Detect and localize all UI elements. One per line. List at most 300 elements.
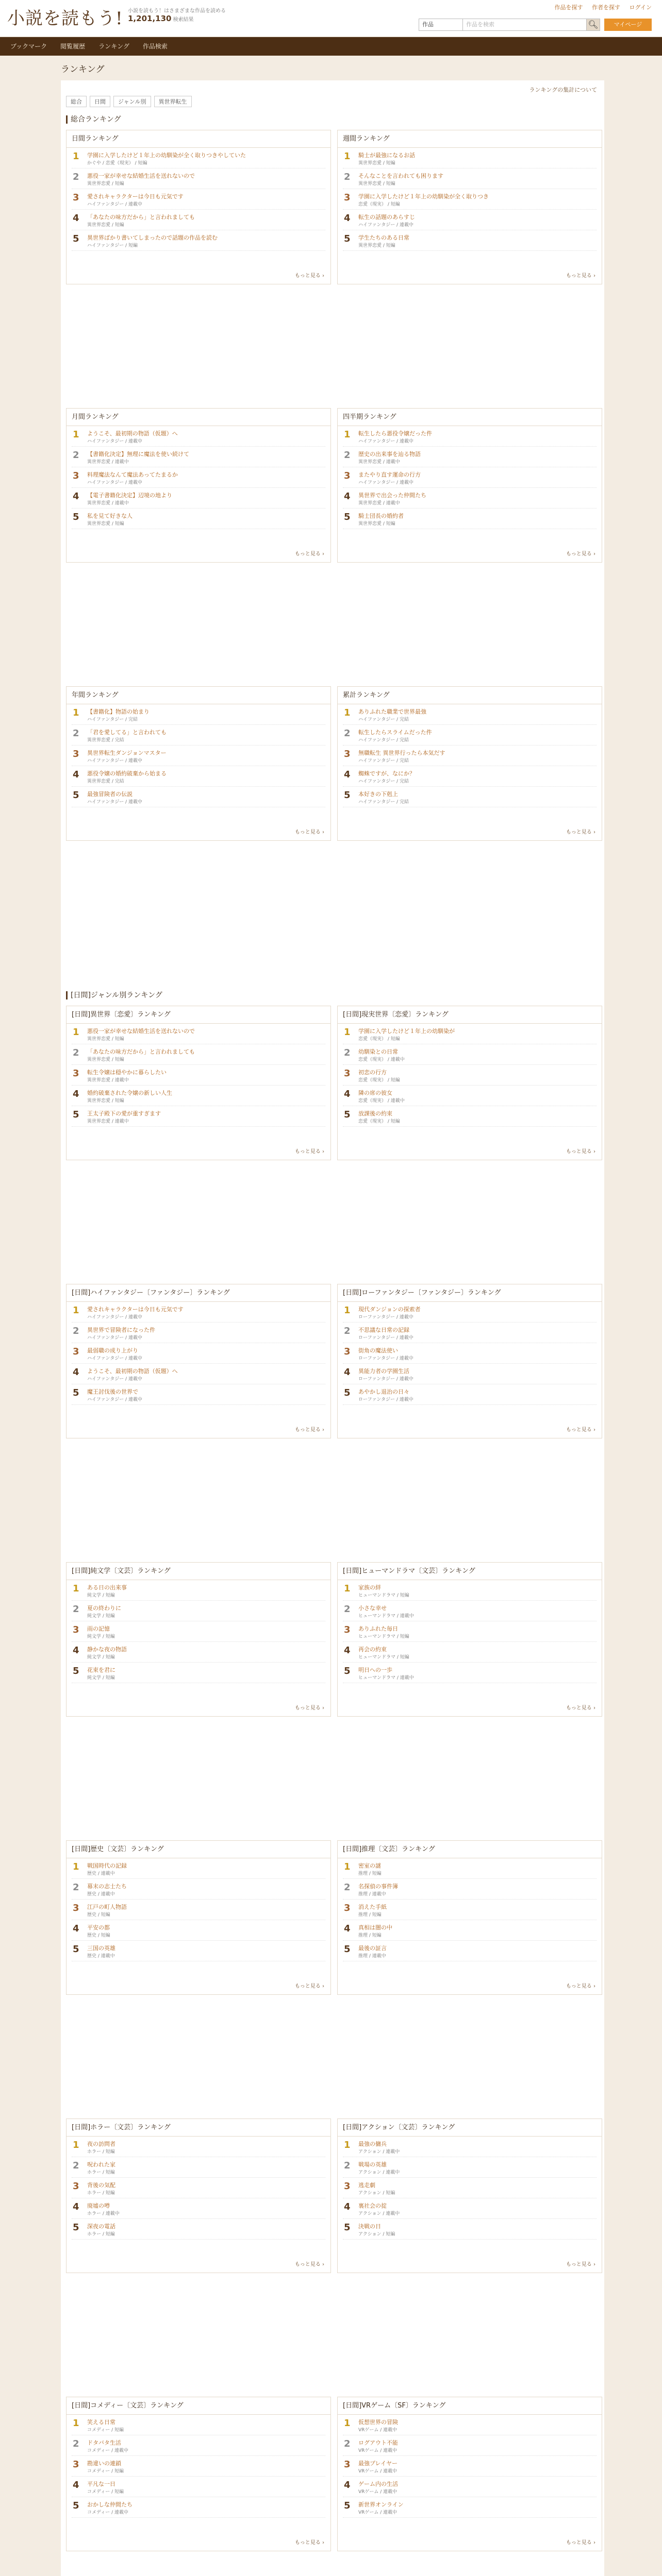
ranking-item[interactable] [343,1024,597,1044]
rank-number: 5 [344,1666,351,1676]
rank-number: 4 [73,2480,79,2490]
ranking-item[interactable] [343,488,597,509]
novel-title-link[interactable]: 戦場の英雄 [358,2161,387,2168]
novel-title-link[interactable]: 逃走劇 [358,2182,375,2189]
ranking-box-title: 年間ランキング [67,687,330,704]
nav-search[interactable]: 作品検索 [142,43,168,50]
ranking-box [337,1562,602,1717]
novel-title-link[interactable]: 静かな夜の物語 [87,1646,127,1653]
ranking-item[interactable] [343,1580,597,1601]
rank-number: 1 [344,429,351,440]
ranking-item[interactable] [343,2415,597,2435]
novel-title-link[interactable]: おかしな仲間たち [87,2501,133,2508]
novel-title-link[interactable]: ありふれた職業で世界最強 [358,708,426,715]
tab-daily[interactable]: 日間 [90,96,110,107]
ranking-card [61,80,604,2576]
ranking-item[interactable] [72,1044,325,1065]
ranking-item[interactable] [343,1384,597,1405]
rank-number: 4 [344,213,351,224]
ranking-box [337,1284,602,1438]
rank-number: 5 [73,2222,79,2233]
ranking-item[interactable] [343,2435,597,2456]
novel-title-link[interactable]: 蜘蛛ですが、なにか？ [358,770,415,777]
more-link[interactable]: もっと見る › [566,1705,595,1711]
novel-title-link[interactable]: ようこそ、最初期の物語（仮題）へ [87,430,178,437]
rank-number: 3 [344,1624,351,1635]
novel-title-link[interactable]: 異世界転生ダンジョンマスター [87,750,167,756]
novel-meta: 異世界恋愛 / 連載中 [87,1119,129,1124]
more-link[interactable]: もっと見る › [566,273,595,279]
novel-meta: ハイファンタジー / 連載中 [87,439,142,444]
novel-title-link[interactable]: 不思議な日常の記録 [358,1327,409,1333]
novel-meta: ハイファンタジー / 完結 [358,779,409,784]
nav-bookmark[interactable]: ブックマーク [10,43,47,50]
novel-title-link[interactable]: 悪役令嬢の婚約破棄から始まる [87,770,167,777]
ranking-item[interactable] [343,1663,597,1683]
novel-title-link[interactable]: 小さな幸せ [358,1605,387,1612]
ranking-item[interactable] [72,148,325,168]
novel-title-link[interactable]: あやかし退治の日々 [358,1388,409,1395]
ranking-box-title: 四半期ランキング [338,409,602,426]
novel-meta: コメディー / 短編 [87,2428,124,2433]
novel-meta: 異世界恋愛 / 短編 [87,521,124,527]
novel-title-link[interactable]: 騎士団長の婚約者 [358,513,404,519]
novel-title-link[interactable]: 異世界で冒険者になった件 [87,1327,155,1333]
novel-title-link[interactable]: 婚約破棄された令嬢の新しい人生 [87,1090,172,1096]
ranking-item[interactable] [72,1580,325,1601]
nav-ranking[interactable]: ランキング [98,43,129,50]
novel-meta: ヒューマンドラマ / 連載中 [358,1614,414,1619]
novel-title-link[interactable]: 転生の話題のあらすじ [358,214,415,221]
novel-title-link[interactable]: 【書籍化】物語の始まり [87,708,150,715]
novel-title-link[interactable]: 最強プレイヤー [358,2460,398,2467]
rank-number: 1 [344,2140,351,2150]
rank-number: 5 [344,790,351,801]
novel-meta: アクション / 連載中 [358,2211,400,2216]
rank-number: 3 [73,2459,79,2470]
novel-meta: ローファンタジー / 連載中 [358,1356,413,1361]
ranking-box [66,1562,331,1717]
ranking-item[interactable] [343,787,597,807]
ranking-item[interactable] [343,745,597,766]
ranking-item[interactable] [72,1323,325,1343]
ranking-item[interactable] [343,766,597,787]
rank-number: 3 [73,1624,79,1635]
ranking-item[interactable] [72,725,325,745]
rank-number: 1 [344,1305,351,1316]
ranking-item[interactable] [343,148,597,168]
novel-meta: 異世界恋愛 / 短編 [358,181,395,187]
novel-title-link[interactable]: 新世界オンライン [358,2501,404,2508]
ranking-item[interactable] [72,1106,325,1127]
ranking-item[interactable] [343,1621,597,1642]
more-link[interactable]: もっと見る › [566,1427,595,1433]
ranking-item[interactable] [72,230,325,251]
ranking-item[interactable] [72,447,325,467]
novel-title-link[interactable]: 最後の証言 [358,1945,387,1952]
rank-number: 1 [73,1027,79,1038]
novel-title-link[interactable]: 騎士が最強になるお話 [358,152,415,159]
rank-number: 3 [73,470,79,481]
novel-title-link[interactable]: 雨の記憶 [87,1625,110,1632]
ranking-item[interactable] [343,1106,597,1127]
search-input[interactable]: 作品を検索 [463,19,587,31]
novel-title-link[interactable]: 転生令嬢は穏やかに暮らしたい [87,1069,167,1076]
ranking-item[interactable] [343,509,597,529]
ranking-item[interactable] [72,210,325,230]
novel-title-link[interactable]: 【電子書籍化決定】辺境の地より [87,492,172,499]
ranking-item[interactable] [343,2137,597,2157]
novel-title-link[interactable]: 「あなたの味方だから」と言われましても [87,1048,195,1055]
ranking-item[interactable] [72,2137,325,2157]
novel-meta: ハイファンタジー / 連載中 [87,480,142,485]
login-link[interactable]: ログイン [629,4,652,11]
ranking-item[interactable] [343,704,597,725]
more-link[interactable]: もっと見る › [566,1984,595,1989]
novel-title-link[interactable]: ようこそ、最初期の物語（仮題）へ [87,1368,178,1375]
ranking-item[interactable] [343,1879,597,1900]
novel-title-link[interactable]: 平安の都 [87,1924,110,1931]
ranking-item[interactable] [343,1044,597,1065]
ranking-item[interactable] [343,1302,597,1323]
novel-title-link[interactable]: 最強の傭兵 [358,2141,387,2147]
rank-number: 1 [73,1861,79,1872]
ranking-item[interactable] [72,1302,325,1323]
ranking-item[interactable] [343,2157,597,2178]
ranking-item[interactable] [72,1900,325,1920]
ranking-item[interactable] [343,2219,597,2240]
novel-title-link[interactable]: 明日への一歩 [358,1667,392,1673]
novel-title-link[interactable]: ゲーム内の生活 [358,2481,398,2487]
novel-title-link[interactable]: 深夜の電話 [87,2223,115,2230]
rank-number: 5 [73,1666,79,1676]
novel-title-link[interactable]: 「君を愛してる」と言われても [87,729,167,736]
rank-number: 3 [344,2459,351,2470]
header-link[interactable]: 作品を探す [554,4,583,11]
novel-title-link[interactable]: 廃墟の噂 [87,2202,110,2209]
rank-number: 1 [73,1305,79,1316]
novel-title-link[interactable]: またやり直す運命の行方 [358,471,421,478]
novel-title-link[interactable]: 最弱職の成り上がり [87,1347,138,1354]
rank-number: 4 [73,491,79,502]
ranking-item[interactable] [343,2178,597,2198]
ranking-box-title: [日間]現実世界〔恋愛〕ランキング [338,1006,602,1024]
novel-meta: コメディー / 短編 [87,2489,124,2495]
novel-title-link[interactable]: 魔王討伐後の世界で [87,1388,138,1395]
rank-number: 5 [73,2500,79,2511]
novel-title-link[interactable]: 三国の英雄 [87,1945,115,1952]
rank-number: 2 [344,1604,351,1615]
ranking-box-title: 日間ランキング [67,130,330,148]
rank-number: 1 [73,429,79,440]
ranking-item[interactable] [343,1343,597,1364]
more-link[interactable]: もっと見る › [294,1427,324,1433]
novel-meta: アクション / 連載中 [358,2149,400,2155]
ranking-item[interactable] [72,1642,325,1663]
novel-title-link[interactable]: 決戦の日 [358,2223,381,2230]
novel-title-link[interactable]: 無職転生 異世界行ったら本気だす [358,750,445,756]
novel-title-link[interactable]: 呪われた家 [87,2161,115,2168]
ranking-item[interactable] [343,1858,597,1879]
tab-overall[interactable]: 総合 [66,96,87,107]
novel-title-link[interactable]: 学園に入学したけど１年上の幼馴染が全く取りつき [358,193,489,200]
novel-meta: 推理 / 短編 [358,1933,382,1938]
ranking-item[interactable] [72,1384,325,1405]
novel-title-link[interactable]: 転生したらスライムだった件 [358,729,432,736]
novel-title-link[interactable]: 学生たちのある日常 [358,234,409,241]
ranking-item[interactable] [72,1601,325,1621]
ranking-item[interactable] [72,1920,325,1941]
novel-title-link[interactable]: 現代ダンジョンの探索者 [358,1306,421,1313]
rank-number: 4 [344,491,351,502]
novel-title-link[interactable]: 戦国時代の記録 [87,1862,127,1869]
novel-title-link[interactable]: 放課後の約束 [358,1110,392,1117]
novel-title-link[interactable]: 密室の謎 [358,1862,381,1869]
ranking-item[interactable] [343,2456,597,2477]
rank-number: 3 [344,2181,351,2192]
rank-number: 2 [73,172,79,182]
ranking-item[interactable] [343,467,597,488]
more-link[interactable]: もっと見る › [566,829,595,835]
novel-meta: 純文学 / 短編 [87,1593,115,1598]
ranking-item[interactable] [72,168,325,189]
novel-title-link[interactable]: 王太子殿下の愛が重すぎます [87,1110,161,1117]
rank-number: 4 [73,1923,79,1934]
novel-title-link[interactable]: 夜の訪問者 [87,2141,115,2147]
novel-meta: ヒューマンドラマ / 短編 [358,1634,409,1639]
novel-title-link[interactable]: 私を見て好きな人 [87,513,133,519]
novel-title-link[interactable]: 真相は闇の中 [358,1924,392,1931]
ranking-item[interactable] [72,2477,325,2497]
ranking-box [337,408,602,563]
novel-title-link[interactable]: 平凡な一日 [87,2481,115,2487]
site-logo[interactable] [7,4,123,29]
more-link[interactable]: もっと見る › [566,2540,595,2546]
novel-title-link[interactable]: 悪役一家が幸せな結婚生活を送れないので [87,173,195,179]
ranking-item[interactable] [343,2477,597,2497]
ranking-item[interactable] [72,1663,325,1683]
novel-title-link[interactable]: 異能力者の学園生活 [358,1368,409,1375]
novel-title-link[interactable]: 幼馴染との日常 [358,1048,398,1055]
ranking-item[interactable] [343,168,597,189]
ranking-item[interactable] [343,2497,597,2518]
rank-number: 3 [344,192,351,203]
ranking-item[interactable] [343,725,597,745]
ranking-item[interactable] [72,1941,325,1961]
novel-title-link[interactable]: 異世界で出会った仲間たち [358,492,426,499]
novel-title-link[interactable]: そんなことを言われても困ります [358,173,443,179]
novel-title-link[interactable]: 裏社会の掟 [358,2202,387,2209]
novel-title-link[interactable]: 笑える日常 [87,2419,115,2426]
rank-number: 2 [344,2438,351,2449]
rank-number: 5 [344,2222,351,2233]
ranking-item[interactable] [343,230,597,251]
rank-number: 5 [344,233,351,244]
logo-text: 小説を読もう! [7,8,123,29]
ranking-box-title: [日間]ローファンタジー〔ファンタジー〕ランキング [338,1284,602,1302]
ranking-item[interactable] [343,426,597,447]
novel-meta: ハイファンタジー / 連載中 [358,480,413,485]
ranking-item[interactable] [343,447,597,467]
more-link[interactable]: もっと見る › [294,829,324,835]
novel-title-link[interactable]: 異世界ばかり書いてしまったので話題の作品を読む [87,234,218,241]
ranking-item[interactable] [343,1086,597,1106]
novel-title-link[interactable]: ドタバタ生活 [87,2439,121,2446]
rank-number: 2 [73,2160,79,2171]
tab-genre[interactable]: ジャンル別 [113,96,151,107]
novel-title-link[interactable]: 【書籍化決定】無理に魔法を使い続けて [87,451,189,457]
novel-title-link[interactable]: 学園に入学したけど１年上の幼馴染が全く取りつきやしていた [87,152,246,159]
ranking-item[interactable] [343,1920,597,1941]
novel-title-link[interactable]: 「あなたの味方だから」と言われましても [87,214,195,221]
ranking-item[interactable] [343,1642,597,1663]
novel-title-link[interactable]: 転生したら悪役令嬢だった件 [358,430,432,437]
ranking-box-title: [日間]推理〔文芸〕ランキング [338,1841,602,1858]
nav-bar [0,37,662,56]
novel-title-link[interactable]: 隣の席の彼女 [358,1090,392,1096]
ranking-item[interactable] [72,2435,325,2456]
novel-title-link[interactable]: 最強冒険者の伝説 [87,791,133,798]
rank-number: 2 [73,1326,79,1336]
ranking-item[interactable] [72,1065,325,1086]
novel-meta: 恋愛（現実） / 連載中 [358,1057,405,1062]
rank-number: 2 [344,1047,351,1058]
ranking-item[interactable] [343,2198,597,2219]
ranking-item[interactable] [72,2415,325,2435]
novel-title-link[interactable]: 夏の終わりに [87,1605,121,1612]
novel-title-link[interactable]: 歴史の出来事を辿る物語 [358,451,421,457]
novel-title-link[interactable]: 名探偵の事件簿 [358,1883,398,1890]
novel-title-link[interactable]: ログアウト不能 [358,2439,398,2446]
ranking-item[interactable] [343,210,597,230]
search-button[interactable] [587,19,600,31]
ranking-item[interactable] [72,1086,325,1106]
novel-title-link[interactable]: 悪役一家が幸せな結婚生活を送れないので [87,1028,195,1035]
rank-number: 3 [344,1068,351,1079]
header-link[interactable]: 作者を探す [592,4,621,11]
novel-title-link[interactable]: ありふれた毎日 [358,1625,398,1632]
ranking-item[interactable] [343,1900,597,1920]
rank-number: 1 [73,1583,79,1594]
ranking-item[interactable] [343,1065,597,1086]
novel-title-link[interactable]: 街角の魔法使い [358,1347,398,1354]
ranking-item[interactable] [72,2456,325,2477]
ranking-item[interactable] [72,1024,325,1044]
ranking-item[interactable] [72,2219,325,2240]
novel-title-link[interactable]: 愛されキャラクターは今日も元気です [87,1306,184,1313]
novel-meta: ヒューマンドラマ / 短編 [358,1655,409,1660]
more-link[interactable]: もっと見る › [294,2540,324,2546]
more-link[interactable]: もっと見る › [294,1984,324,1989]
novel-meta: ヒューマンドラマ / 連載中 [358,1675,414,1681]
tab-isekai[interactable]: 異世界転生 [154,96,192,107]
ranking-item[interactable] [72,2198,325,2219]
rank-number: 4 [73,1367,79,1378]
rank-number: 2 [344,450,351,461]
novel-title-link[interactable]: 本好きの下剋上 [358,791,398,798]
search-type-select[interactable]: 作品 [419,19,463,31]
ranking-item[interactable] [343,1601,597,1621]
ranking-box [66,130,331,284]
novel-meta: ホラー / 短編 [87,2232,115,2237]
novel-title-link[interactable]: 再会の約束 [358,1646,387,1653]
ranking-box-title: [日間]ヒューマンドラマ〔文芸〕ランキング [338,1563,602,1580]
more-link[interactable]: もっと見る › [294,1705,324,1711]
ranking-item[interactable] [72,509,325,529]
ranking-box [337,2397,602,2551]
ranking-item[interactable] [72,787,325,807]
novel-meta: 推理 / 短編 [358,1871,382,1876]
ranking-item[interactable] [72,488,325,509]
novel-meta: 異世界恋愛 / 短編 [87,1037,124,1042]
mypage-button[interactable]: マイページ [604,19,652,31]
novel-title-link[interactable]: ある日の出来事 [87,1584,127,1591]
novel-title-link[interactable]: 家族の絆 [358,1584,381,1591]
rank-number: 2 [344,1326,351,1336]
more-link[interactable]: もっと見る › [294,1149,324,1155]
more-link[interactable]: もっと見る › [566,1149,595,1155]
more-link[interactable]: もっと見る › [294,2262,324,2267]
novel-title-link[interactable]: 料理魔法なんて魔法あってたまるか [87,471,178,478]
novel-meta: 推理 / 短編 [358,1912,382,1918]
novel-title-link[interactable]: 消えた手紙 [358,1904,387,1910]
ranking-item[interactable] [72,1858,325,1879]
novel-title-link[interactable]: 学園に入学したけど１年上の幼馴染が [358,1028,455,1035]
novel-title-link[interactable]: 江戸の町人物語 [87,1904,127,1910]
ranking-item[interactable] [72,766,325,787]
ranking-item[interactable] [72,1343,325,1364]
more-link[interactable]: もっと見る › [294,551,324,557]
ranking-item[interactable] [72,1364,325,1384]
novel-title-link[interactable]: 幕末の志士たち [87,1883,127,1890]
novel-meta: ローファンタジー / 連載中 [358,1397,413,1402]
novel-title-link[interactable]: 花束を君に [87,1667,115,1673]
novel-title-link[interactable]: 背後の気配 [87,2182,115,2189]
more-link[interactable]: もっと見る › [566,551,595,557]
ranking-item[interactable] [343,1323,597,1343]
nav-history[interactable]: 閲覧履歴 [60,43,86,50]
ranking-item[interactable] [343,1364,597,1384]
rank-number: 3 [344,1903,351,1913]
ranking-item[interactable] [72,745,325,766]
rank-number: 4 [73,1089,79,1099]
ranking-item[interactable] [72,467,325,488]
ranking-item[interactable] [343,1941,597,1961]
more-link[interactable]: もっと見る › [566,2262,595,2267]
ranking-item[interactable] [343,189,597,210]
ranking-item[interactable] [72,2157,325,2178]
ranking-item[interactable] [72,1621,325,1642]
novel-title-link[interactable]: 仮想世界の冒険 [358,2419,398,2426]
more-link[interactable]: もっと見る › [294,273,324,279]
rank-number: 4 [344,1089,351,1099]
ranking-box [66,2119,331,2273]
ranking-item[interactable] [72,2178,325,2198]
novel-title-link[interactable]: 愛されキャラクターは今日も元気です [87,193,184,200]
ranking-item[interactable] [72,426,325,447]
ranking-box [337,130,602,284]
novel-meta: アクション / 短編 [358,2191,395,2196]
novel-meta: ハイファンタジー / 完結 [358,800,409,805]
ranking-item[interactable] [72,2497,325,2518]
novel-title-link[interactable]: 初恋の行方 [358,1069,387,1076]
ranking-item[interactable] [72,189,325,210]
ranking-info-link[interactable]: ランキングの集計について [529,87,597,93]
ranking-box [66,1840,331,1995]
ranking-item[interactable] [72,1879,325,1900]
ranking-item[interactable] [72,704,325,725]
novel-title-link[interactable]: 勘違いの連鎖 [87,2460,121,2467]
